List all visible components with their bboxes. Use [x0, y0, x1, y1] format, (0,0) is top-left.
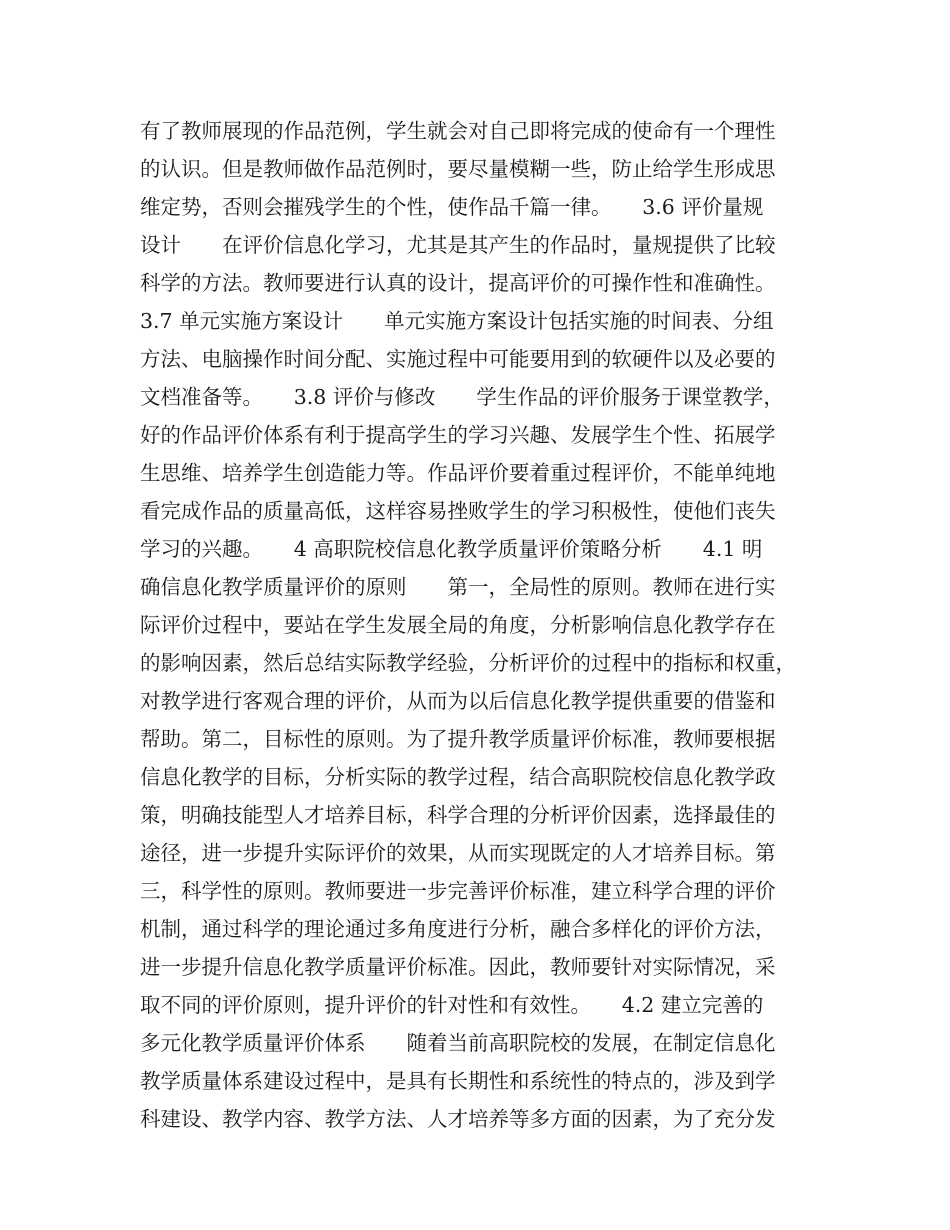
text-line: 看完成作品的质量高低，这样容易挫败学生的学习积极性，使他们丧失 — [140, 499, 776, 523]
text-line: 有了教师展现的作品范例，学生就会对自己即将完成的使命有一个理性 — [140, 119, 776, 143]
text-line: 维定势，否则会摧残学生的个性，使作品千篇一律。 3.6 评价量规 — [140, 195, 764, 219]
text-line: 3.7 单元实施方案设计 单元实施方案设计包括实施的时间表、分组 — [140, 309, 774, 333]
text-line: 策，明确技能型人才培养目标，科学合理的分析评价因素，选择最佳的 — [140, 803, 776, 827]
text-line: 生思维、培养学生创造能力等。作品评价要着重过程评价，不能单纯地 — [140, 461, 776, 485]
text-line: 学习的兴趣。 4 高职院校信息化教学质量评价策略分析 4.1 明 — [140, 537, 763, 561]
body-text — [140, 112, 820, 1138]
text-line: 机制，通过科学的理论通过多角度进行分析，融合多样化的评价方法， — [140, 917, 776, 941]
text-line: 进一步提升信息化教学质量评价标准。因此，教师要针对实际情况，采 — [140, 955, 776, 979]
text-line: 教学质量体系建设过程中，是具有长期性和系统性的特点的，涉及到学 — [140, 1069, 776, 1093]
text-line: 文档准备等。 3.8 评价与修改 学生作品的评价服务于课堂教学， — [140, 385, 784, 409]
text-line: 途径，进一步提升实际评价的效果，从而实现既定的人才培养目标。第 — [140, 841, 776, 865]
text-line: 科建设、教学内容、教学方法、人才培养等多方面的因素，为了充分发 — [140, 1107, 776, 1131]
text-line: 好的作品评价体系有利于提高学生的学习兴趣、发展学生个性、拓展学 — [140, 423, 776, 447]
text-line: 际评价过程中，要站在学生发展全局的角度，分析影响信息化教学存在 — [140, 613, 776, 637]
text-line: 的认识。但是教师做作品范例时，要尽量模糊一些，防止给学生形成思 — [140, 157, 776, 181]
text-line: 帮助。第二，目标性的原则。为了提升教学质量评价标准，教师要根据 — [140, 727, 776, 751]
text-line: 方法、电脑操作时间分配、实施过程中可能要用到的软硬件以及必要的 — [140, 347, 776, 371]
text-line: 科学的方法。教师要进行认真的设计，提高评价的可操作性和准确性。 — [140, 271, 776, 295]
text-line: 设计 在评价信息化学习，尤其是其产生的作品时，量规提供了比较 — [140, 233, 776, 257]
text-line: 信息化教学的目标，分析实际的教学过程，结合高职院校信息化教学政 — [140, 765, 776, 789]
text-line: 对教学进行客观合理的评价，从而为以后信息化教学提供重要的借鉴和 — [140, 689, 776, 713]
text-line: 确信息化教学质量评价的原则 第一，全局性的原则。教师在进行实 — [140, 575, 776, 599]
text-line: 的影响因素，然后总结实际教学经验，分析评价的过程中的指标和权重， — [140, 651, 796, 675]
text-line: 多元化教学质量评价体系 随着当前高职院校的发展，在制定信息化 — [140, 1031, 776, 1055]
text-line: 三，科学性的原则。教师要进一步完善评价标准，建立科学合理的评价 — [140, 879, 776, 903]
text-line: 取不同的评价原则，提升评价的针对性和有效性。 4.2 建立完善的 — [140, 993, 764, 1017]
